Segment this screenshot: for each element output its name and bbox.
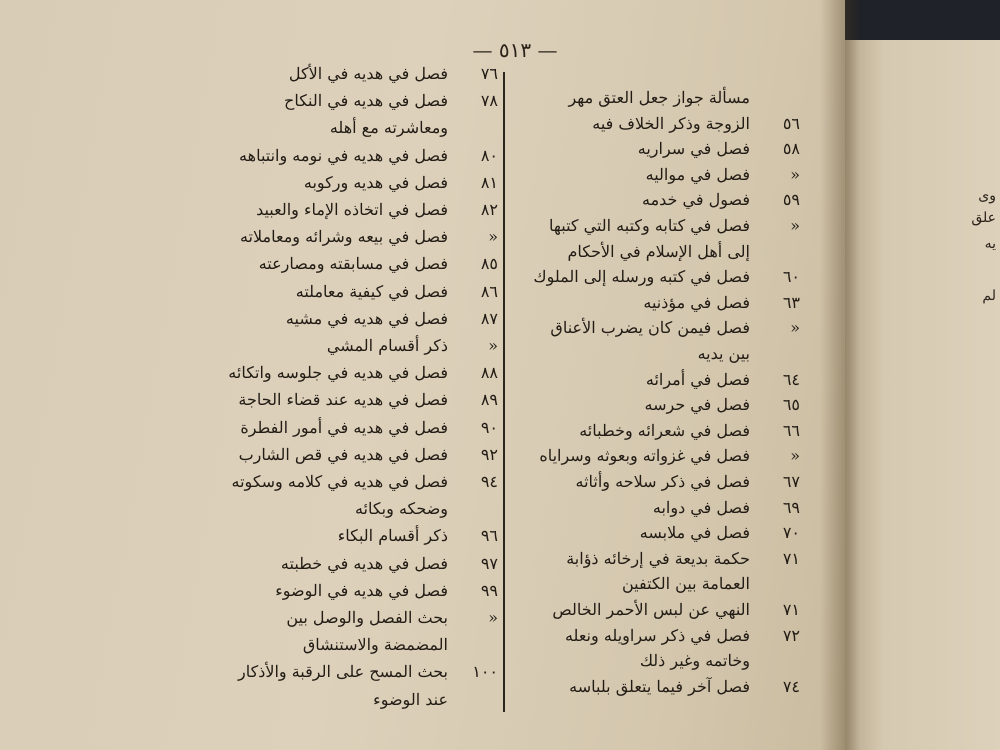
right-page-fragment: وى — [978, 188, 996, 204]
toc-entry — [510, 293, 800, 312]
toc-entry-title: فصل في حرسه — [644, 395, 750, 415]
toc-entry-page-number: « — [790, 446, 800, 466]
toc-entry — [138, 91, 498, 110]
toc-entry-page-number: ٩٤ — [480, 472, 498, 491]
toc-entry-title: فصل في شعرائه وخطبائه — [579, 420, 750, 440]
toc-entry-title: الزوجة وذكر الخلاف فيه — [592, 113, 750, 133]
right-page-fragment: علق — [971, 210, 996, 226]
toc-entry-page-number: « — [488, 608, 498, 627]
toc-entry-page-number: ٩٧ — [480, 553, 498, 573]
toc-entry — [510, 574, 800, 593]
toc-entry-title: فصل في هديه في النكاح — [283, 91, 448, 111]
toc-entry-page-number: ٩٠ — [480, 417, 498, 437]
toc-entry — [138, 200, 498, 219]
toc-entry-title: فصل في كتابه وكتبه التي كتبها — [549, 216, 750, 235]
toc-entry-title: فصل في هديه في قص الشارب — [238, 444, 448, 464]
toc-entry — [138, 690, 498, 709]
toc-entry-page-number: ٧٢ — [782, 625, 800, 645]
toc-entry-title: فصل في هديه في الوضوء — [275, 580, 448, 600]
toc-entry-page-number: ٨٠ — [480, 145, 498, 165]
toc-entry-title: فصل في هديه في نومه وانتباهه — [239, 145, 448, 165]
toc-entry-page-number: ٧٤ — [782, 676, 800, 696]
toc-entry — [510, 395, 800, 414]
toc-entry-title: فصل في سراريه — [637, 139, 750, 159]
toc-entry — [138, 336, 498, 355]
right-page-fragment: لم — [982, 288, 996, 304]
page-number: — ٥١٣ — — [472, 38, 558, 62]
toc-entry — [510, 242, 800, 261]
toc-entry-page-number: ٦٦ — [782, 420, 800, 440]
toc-entry — [510, 114, 800, 133]
toc-entry — [510, 165, 800, 184]
toc-entry — [138, 146, 498, 165]
toc-entry-title: فصل في غزواته وبعوثه وسراياه — [539, 446, 750, 466]
toc-entry-page-number: ٩٩ — [480, 580, 498, 600]
toc-entry — [138, 526, 498, 545]
toc-entry-page-number: ٦٤ — [782, 369, 800, 389]
toc-entry — [510, 446, 800, 465]
toc-entry-title: فصل في هديه وركوبه — [303, 172, 448, 192]
toc-entry — [138, 282, 498, 301]
toc-entry-title: بحث المسح على الرقبة والأذكار — [237, 662, 448, 682]
toc-entry-title: فصل في بيعه وشرائه ومعاملاته — [239, 227, 448, 247]
toc-entry — [510, 216, 800, 235]
toc-entry-page-number: « — [790, 164, 800, 184]
book-gutter — [820, 0, 860, 750]
toc-entry-page-number: ٨٨ — [480, 363, 498, 383]
toc-entry — [138, 64, 498, 83]
toc-entry-title: فصل فيمن كان يضرب الأعناق — [550, 318, 750, 338]
toc-entry — [138, 118, 498, 137]
toc-entry-title: فصل في هديه في جلوسه واتكائه — [228, 363, 448, 383]
toc-entry-title: ذكر أقسام المشي — [326, 336, 448, 355]
toc-entry-title: بين يديه — [697, 344, 750, 363]
toc-entry — [510, 472, 800, 491]
toc-entry — [510, 318, 800, 337]
column-divider — [503, 72, 505, 712]
toc-entry-page-number: « — [488, 227, 498, 247]
toc-entry — [138, 173, 498, 192]
toc-entry — [510, 498, 800, 517]
toc-entry-page-number: ٨٩ — [480, 390, 498, 410]
toc-entry — [510, 651, 800, 670]
toc-entry-title: فصل في اتخاذه الإماء والعبيد — [256, 200, 448, 219]
toc-entry — [510, 267, 800, 286]
toc-entry — [510, 190, 800, 209]
toc-entry-title: فصل في ذكر سلاحه وأثاثه — [575, 472, 750, 491]
toc-entry — [510, 88, 800, 107]
toc-entry-page-number: ٧٠ — [782, 523, 800, 543]
toc-entry-title: فصل في هديه في خطبته — [280, 553, 448, 573]
right-page-fragment: يه — [984, 236, 996, 252]
toc-entry-page-number: ٨١ — [480, 172, 498, 192]
toc-entry — [138, 254, 498, 273]
toc-entry-page-number: ٧٨ — [480, 91, 498, 111]
toc-entry-title: فصول في خدمه — [641, 190, 750, 210]
toc-entry-title: حكمة بديعة في إرخائه ذؤابة — [566, 548, 750, 568]
toc-entry-page-number: ٨٦ — [480, 281, 498, 301]
toc-entry-title: بحث الفصل والوصل بين — [286, 608, 448, 627]
toc-entry-title: فصل آخر فيما يتعلق بلباسه — [569, 676, 750, 696]
toc-entry — [138, 363, 498, 382]
toc-entry-page-number: « — [790, 216, 800, 235]
toc-entry — [138, 499, 498, 518]
toc-entry-title: المضمضة والاستنشاق — [302, 635, 448, 655]
toc-entry — [510, 370, 800, 389]
toc-entry — [510, 626, 800, 645]
toc-entry-title: فصل في مواليه — [645, 164, 750, 184]
toc-entry-title: مسألة جواز جعل العتق مهر — [568, 88, 750, 107]
toc-entry-title: فصل في هديه في مشيه — [285, 308, 448, 328]
toc-entry-page-number: ٧١ — [782, 548, 800, 568]
toc-entry-title: ومعاشرته مع أهله — [329, 118, 448, 138]
toc-entry — [510, 139, 800, 158]
toc-entry — [138, 390, 498, 409]
toc-entry-title: فصل في هديه في الأكل — [288, 64, 448, 83]
toc-entry-title: فصل في هديه في أمور الفطرة — [240, 417, 448, 437]
toc-entry-title: فصل في هديه عند قضاء الحاجة — [238, 390, 448, 410]
toc-entry-title: فصل في ملابسه — [639, 523, 750, 543]
toc-entry-page-number: ١٠٠ — [472, 662, 498, 682]
toc-entry-page-number: ٦٣ — [782, 292, 800, 312]
toc-entry-title: فصل في هديه في كلامه وسكوته — [231, 472, 448, 491]
toc-entry-page-number: ٧١ — [782, 600, 800, 619]
toc-entry-page-number: ٦٧ — [782, 472, 800, 491]
toc-entry — [138, 227, 498, 246]
toc-entry — [138, 445, 498, 464]
toc-entry-page-number: ٨٢ — [480, 200, 498, 219]
toc-entry-page-number: ٩٢ — [480, 444, 498, 464]
toc-entry-title: النهي عن لبس الأحمر الخالص — [552, 600, 750, 619]
toc-entry — [510, 421, 800, 440]
toc-entry-title: فصل في مسابقته ومصارعته — [258, 254, 448, 274]
book-page-right — [845, 40, 1000, 750]
toc-entry-title: ذكر أقسام البكاء — [337, 526, 448, 546]
toc-entry-page-number: ٦٩ — [782, 497, 800, 517]
toc-entry — [510, 677, 800, 696]
toc-entry — [138, 662, 498, 681]
toc-entry-title: فصل في أمرائه — [645, 369, 750, 389]
toc-entry-title: وضحكه وبكائه — [354, 499, 448, 519]
toc-entry-title: فصل في كتبه ورسله إلى الملوك — [533, 267, 750, 287]
toc-entry — [138, 608, 498, 627]
toc-entry-page-number: ٧٦ — [480, 64, 498, 83]
toc-entry-page-number: ٦٠ — [782, 267, 800, 287]
toc-entry-page-number: ٥٦ — [782, 113, 800, 133]
toc-entry-title: فصل في ذكر سراويله ونعله — [564, 625, 750, 645]
toc-entry-title: وخاتمه وغير ذلك — [639, 651, 750, 671]
toc-entry-page-number: ٨٥ — [480, 254, 498, 274]
toc-entry-title: العمامة بين الكتفين — [621, 574, 750, 594]
toc-entry — [138, 418, 498, 437]
toc-entry-page-number: « — [790, 318, 800, 338]
toc-entry-page-number: « — [488, 336, 498, 355]
toc-entry-page-number: ٥٩ — [782, 190, 800, 210]
toc-entry — [510, 600, 800, 619]
toc-entry — [138, 635, 498, 654]
toc-entry — [138, 581, 498, 600]
toc-entry-page-number: ٨٧ — [480, 308, 498, 328]
toc-entry-page-number: ٩٦ — [480, 526, 498, 546]
toc-entry — [138, 472, 498, 491]
toc-entry — [138, 309, 498, 328]
toc-entry — [510, 344, 800, 363]
toc-entry-title: فصل في دوابه — [652, 497, 750, 517]
toc-entry-page-number: ٦٥ — [782, 395, 800, 415]
toc-entry — [510, 523, 800, 542]
toc-entry-title: إلى أهل الإسلام في الأحكام — [567, 241, 750, 261]
toc-entry-title: فصل في كيفية معاملته — [295, 281, 448, 301]
toc-entry-title: عند الوضوء — [373, 689, 448, 709]
toc-entry — [510, 549, 800, 568]
toc-entry — [138, 554, 498, 573]
toc-entry-title: فصل في مؤذنيه — [643, 292, 750, 312]
toc-entry-page-number: ٥٨ — [782, 139, 800, 159]
